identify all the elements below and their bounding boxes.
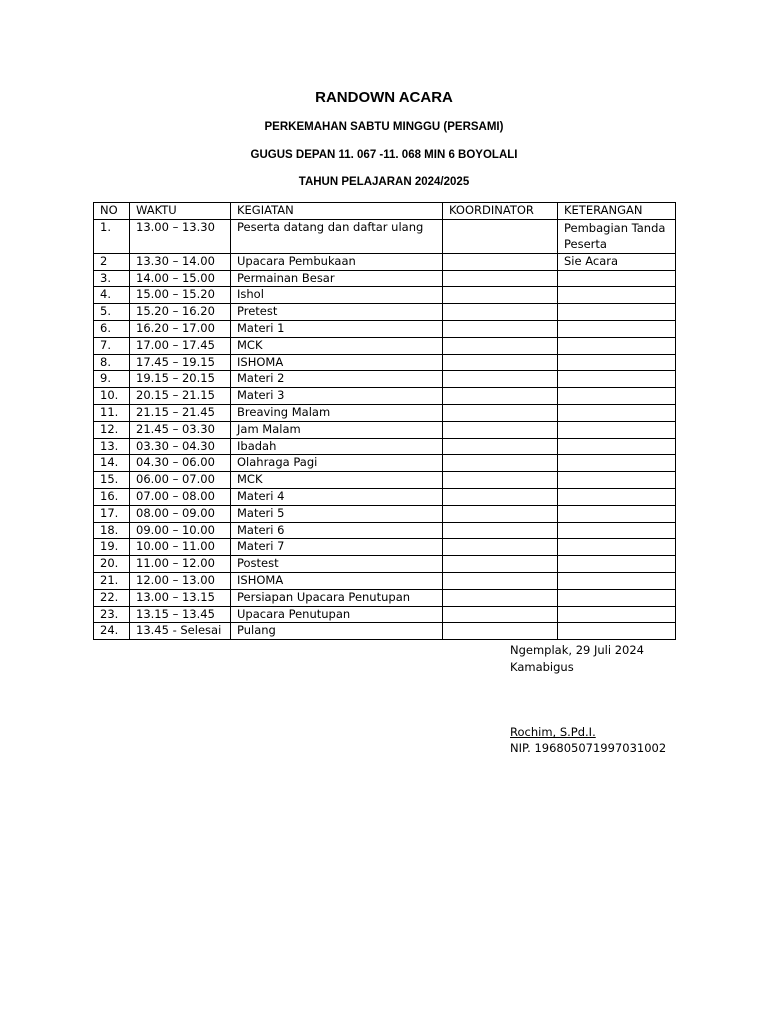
cell-koordinator [443, 505, 558, 522]
table-row [94, 404, 676, 421]
cell-kegiatan: Materi 6 [231, 522, 443, 539]
table-row [94, 505, 676, 522]
cell-koordinator [443, 320, 558, 337]
cell-koordinator [443, 472, 558, 489]
cell-keterangan [558, 488, 676, 505]
table-row [94, 388, 676, 405]
cell-keterangan: Sie Acara [558, 253, 676, 270]
cell-keterangan [558, 572, 676, 589]
cell-kegiatan: Materi 3 [231, 388, 443, 405]
document-subtitle-unit: GUGUS DEPAN 11. 067 -11. 068 MIN 6 BOYOLALI [250, 149, 518, 161]
cell-waktu: 19.15 – 20.15 [130, 371, 231, 388]
cell-koordinator [443, 287, 558, 304]
cell-kegiatan: Upacara Penutupan [231, 606, 443, 623]
table-row [94, 589, 676, 606]
cell-kegiatan: Materi 7 [231, 539, 443, 556]
cell-koordinator [443, 404, 558, 421]
table-row [94, 623, 676, 640]
cell-kegiatan: Pretest [231, 304, 443, 321]
cell-no: 4. [94, 287, 130, 304]
cell-kegiatan: MCK [231, 337, 443, 354]
cell-no: 23. [94, 606, 130, 623]
cell-waktu: 12.00 – 13.00 [130, 572, 231, 589]
cell-keterangan [558, 589, 676, 606]
table-row [94, 219, 676, 253]
cell-no: 10. [94, 388, 130, 405]
cell-waktu: 14.00 – 15.00 [130, 270, 231, 287]
cell-no: 18. [94, 522, 130, 539]
cell-kegiatan: MCK [231, 472, 443, 489]
table-row [94, 455, 676, 472]
cell-no: 24. [94, 623, 130, 640]
cell-no: 3. [94, 270, 130, 287]
cell-keterangan [558, 287, 676, 304]
cell-keterangan [558, 421, 676, 438]
cell-koordinator [443, 572, 558, 589]
cell-keterangan [558, 304, 676, 321]
cell-waktu: 08.00 – 09.00 [130, 505, 231, 522]
cell-keterangan [558, 388, 676, 405]
table-row [94, 488, 676, 505]
cell-no: 1. [94, 219, 130, 253]
document-title: RANDOWN ACARA [315, 89, 453, 106]
cell-keterangan [558, 623, 676, 640]
cell-koordinator [443, 304, 558, 321]
cell-keterangan [558, 455, 676, 472]
cell-koordinator [443, 371, 558, 388]
cell-waktu: 06.00 – 07.00 [130, 472, 231, 489]
cell-koordinator [443, 421, 558, 438]
cell-no: 5. [94, 304, 130, 321]
cell-waktu: 13.45 - Selesai [130, 623, 231, 640]
cell-kegiatan: Materi 2 [231, 371, 443, 388]
cell-waktu: 03.30 – 04.30 [130, 438, 231, 455]
cell-kegiatan: ISHOMA [231, 354, 443, 371]
cell-no: 20. [94, 556, 130, 573]
cell-koordinator [443, 219, 558, 253]
cell-keterangan: Pembagian Tanda Peserta [558, 219, 676, 253]
cell-kegiatan: Materi 1 [231, 320, 443, 337]
cell-no: 21. [94, 572, 130, 589]
cell-no: 14. [94, 455, 130, 472]
cell-no: 11. [94, 404, 130, 421]
table-row [94, 438, 676, 455]
signature-name: Rochim, S.Pd.I. [510, 725, 596, 739]
cell-keterangan [558, 522, 676, 539]
cell-koordinator [443, 488, 558, 505]
table-header-row [94, 203, 676, 220]
table-row [94, 472, 676, 489]
cell-koordinator [443, 522, 558, 539]
cell-keterangan [558, 505, 676, 522]
signature-place-date: Ngemplak, 29 Juli 2024 [510, 643, 644, 657]
cell-waktu: 21.15 – 21.45 [130, 404, 231, 421]
document-subtitle-year: TAHUN PELAJARAN 2024/2025 [298, 176, 470, 188]
cell-waktu: 17.00 – 17.45 [130, 337, 231, 354]
cell-waktu: 20.15 – 21.15 [130, 388, 231, 405]
signature-nip: NIP. 196805071997031002 [510, 741, 667, 755]
cell-keterangan [558, 337, 676, 354]
cell-koordinator [443, 354, 558, 371]
cell-waktu: 17.45 – 19.15 [130, 354, 231, 371]
cell-kegiatan: Ibadah [231, 438, 443, 455]
table-row [94, 287, 676, 304]
cell-koordinator [443, 606, 558, 623]
table-row [94, 421, 676, 438]
table-row [94, 556, 676, 573]
table-row [94, 253, 676, 270]
cell-kegiatan: Peserta datang dan daftar ulang [231, 219, 443, 253]
cell-no: 12. [94, 421, 130, 438]
cell-no: 15. [94, 472, 130, 489]
cell-no: 7. [94, 337, 130, 354]
cell-koordinator [443, 556, 558, 573]
cell-waktu: 15.20 – 16.20 [130, 304, 231, 321]
cell-keterangan [558, 472, 676, 489]
cell-kegiatan: Materi 5 [231, 505, 443, 522]
cell-kegiatan: Jam Malam [231, 421, 443, 438]
cell-waktu: 21.45 – 03.30 [130, 421, 231, 438]
table-row [94, 354, 676, 371]
cell-waktu: 09.00 – 10.00 [130, 522, 231, 539]
cell-no: 9. [94, 371, 130, 388]
cell-no: 8. [94, 354, 130, 371]
cell-keterangan [558, 606, 676, 623]
cell-keterangan [558, 556, 676, 573]
cell-keterangan [558, 354, 676, 371]
table-row [94, 337, 676, 354]
cell-koordinator [443, 253, 558, 270]
cell-no: 13. [94, 438, 130, 455]
cell-keterangan [558, 270, 676, 287]
cell-koordinator [443, 270, 558, 287]
cell-kegiatan: ISHOMA [231, 572, 443, 589]
cell-waktu: 10.00 – 11.00 [130, 539, 231, 556]
cell-koordinator [443, 388, 558, 405]
cell-no: 19. [94, 539, 130, 556]
cell-kegiatan: Ishol [231, 287, 443, 304]
table-row [94, 606, 676, 623]
cell-koordinator [443, 455, 558, 472]
cell-keterangan [558, 371, 676, 388]
cell-koordinator [443, 438, 558, 455]
cell-kegiatan: Postest [231, 556, 443, 573]
cell-koordinator [443, 539, 558, 556]
cell-waktu: 13.30 – 14.00 [130, 253, 231, 270]
header-no: NO [94, 203, 130, 220]
cell-koordinator [443, 337, 558, 354]
cell-keterangan [558, 438, 676, 455]
signature-role: Kamabigus [510, 660, 574, 674]
cell-no: 6. [94, 320, 130, 337]
cell-waktu: 15.00 – 15.20 [130, 287, 231, 304]
cell-no: 17. [94, 505, 130, 522]
table-row [94, 371, 676, 388]
cell-waktu: 04.30 – 06.00 [130, 455, 231, 472]
cell-koordinator [443, 623, 558, 640]
cell-kegiatan: Breaving Malam [231, 404, 443, 421]
header-waktu: WAKTU [130, 203, 231, 220]
cell-koordinator [443, 589, 558, 606]
cell-kegiatan: Persiapan Upacara Penutupan [231, 589, 443, 606]
cell-waktu: 11.00 – 12.00 [130, 556, 231, 573]
header-koordinator: KOORDINATOR [443, 203, 558, 220]
table-row [94, 572, 676, 589]
cell-waktu: 13.00 – 13.15 [130, 589, 231, 606]
table-row [94, 539, 676, 556]
cell-keterangan [558, 539, 676, 556]
table-row [94, 304, 676, 321]
cell-waktu: 13.15 – 13.45 [130, 606, 231, 623]
document-subtitle-event: PERKEMAHAN SABTU MINGGU (PERSAMI) [264, 121, 504, 133]
table-row [94, 320, 676, 337]
cell-keterangan [558, 404, 676, 421]
header-kegiatan: KEGIATAN [231, 203, 443, 220]
table-row [94, 270, 676, 287]
cell-keterangan [558, 320, 676, 337]
cell-kegiatan: Olahraga Pagi [231, 455, 443, 472]
cell-kegiatan: Permainan Besar [231, 270, 443, 287]
cell-waktu: 13.00 – 13.30 [130, 219, 231, 253]
cell-kegiatan: Upacara Pembukaan [231, 253, 443, 270]
cell-no: 22. [94, 589, 130, 606]
header-keterangan: KETERANGAN [558, 203, 676, 220]
cell-kegiatan: Pulang [231, 623, 443, 640]
cell-no: 16. [94, 488, 130, 505]
table-row [94, 522, 676, 539]
cell-waktu: 16.20 – 17.00 [130, 320, 231, 337]
cell-kegiatan: Materi 4 [231, 488, 443, 505]
cell-waktu: 07.00 – 08.00 [130, 488, 231, 505]
schedule-table [93, 202, 676, 640]
cell-no: 2 [94, 253, 130, 270]
